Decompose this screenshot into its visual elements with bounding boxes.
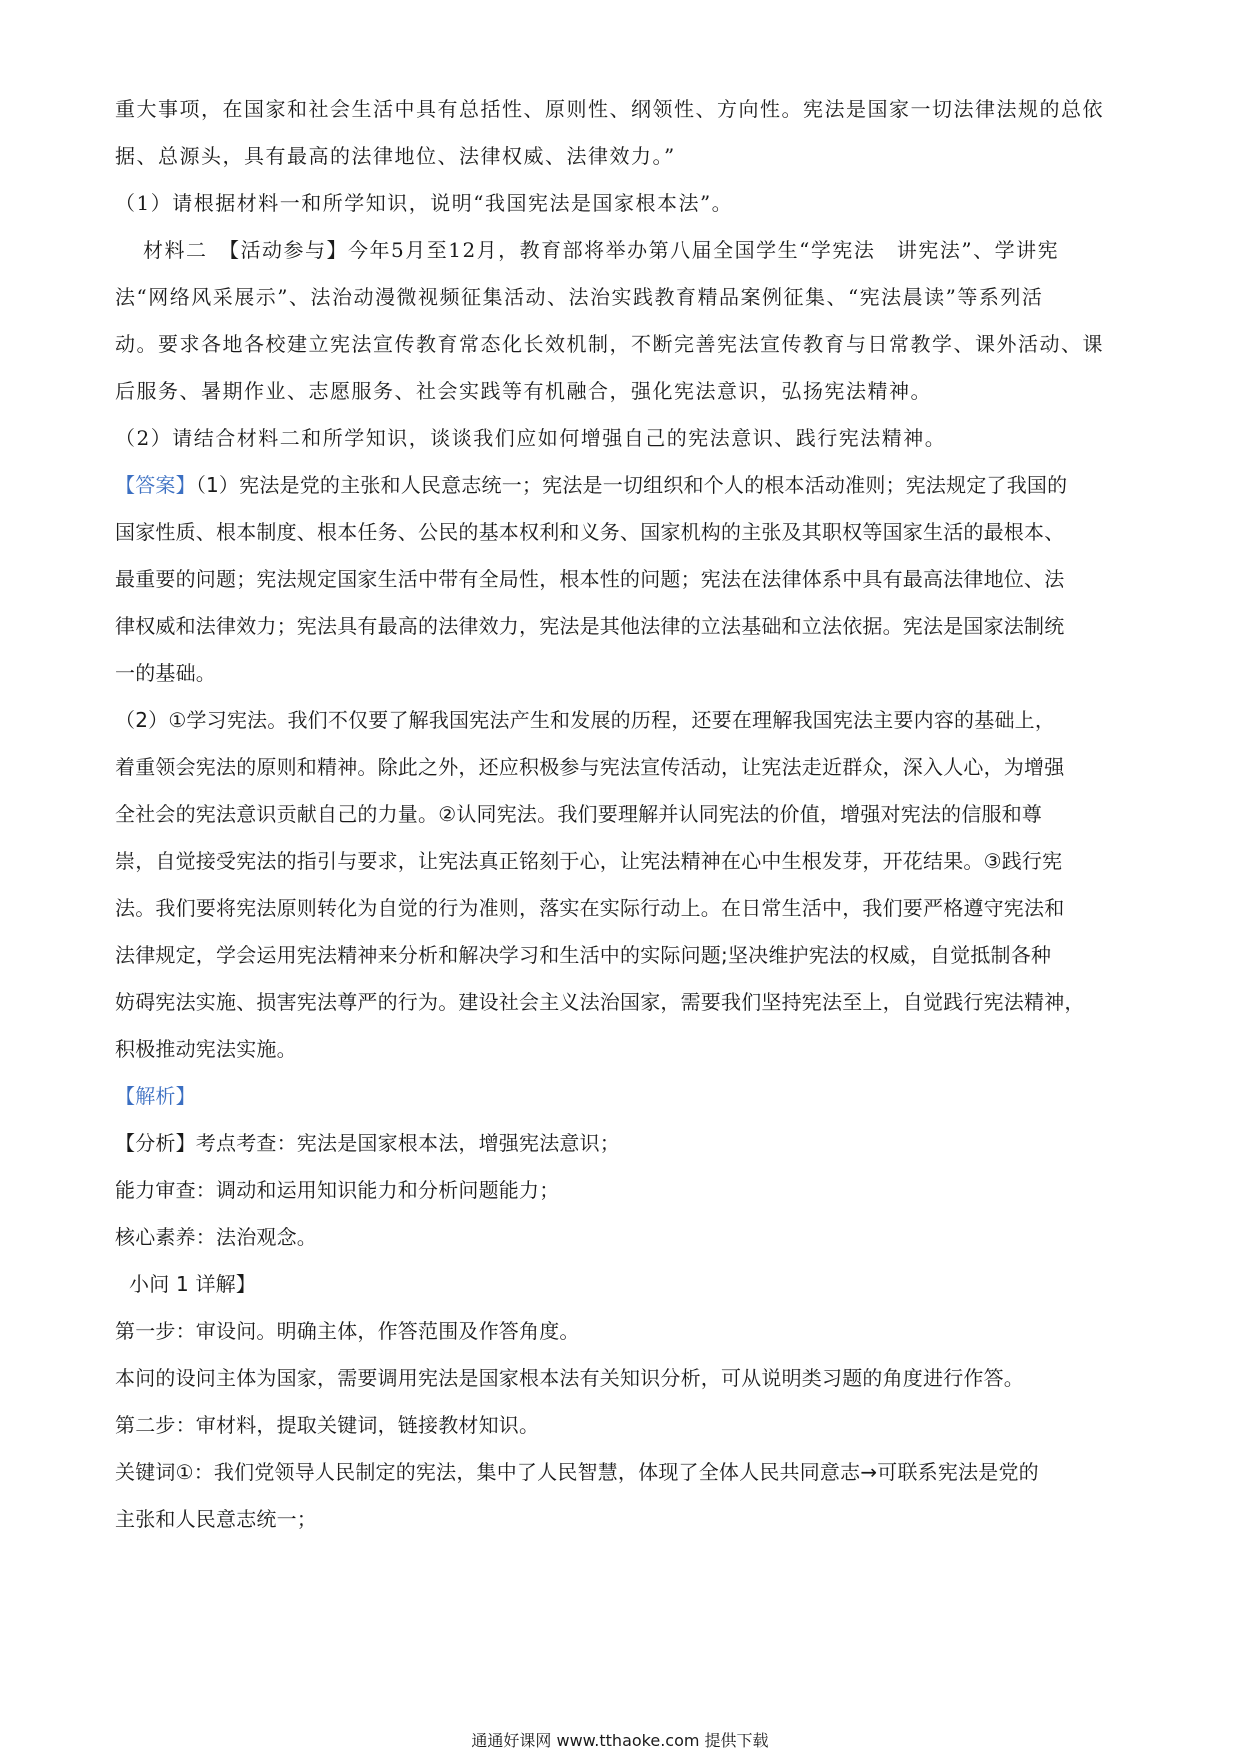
answer-p2-line8: 积极推动宪法实施。 xyxy=(115,1037,297,1061)
analysis-keyword1-line1: 关键词①：我们党领导人民制定的宪法，集中了人民智慧，体现了全体人民共同意志→可联系宪法是党的 xyxy=(115,1460,1039,1484)
question2: （2）请结合材料二和所学知识，谈谈我们应如何增强自己的宪法意识、践行宪法精神。 xyxy=(115,426,947,450)
material1-line1: 重大事项，在国家和社会生活中具有总括性、原则性、纲领性、方向性。宪法是国家一切法律法规的总依 xyxy=(115,97,1104,121)
analysis-literacy: 核心素养：法治观念。 xyxy=(115,1225,317,1249)
answer-p1-line5: 一的基础。 xyxy=(115,661,216,685)
answer-p1-line3: 最重要的问题；宪法规定国家生活中带有全局性，根本性的问题；宪法在法律体系中具有最高法律地位、法 xyxy=(115,567,1065,591)
analysis-step1: 第一步：审设问。明确主体，作答范围及作答角度。 xyxy=(115,1319,580,1343)
analysis-step2: 第二步：审材料，提取关键词，链接教材知识。 xyxy=(115,1413,540,1437)
answer-p2-line2: 着重领会宪法的原则和精神。除此之外，还应积极参与宪法宣传活动，让宪法走近群众，深入人心，为增强 xyxy=(115,755,1065,779)
answer-p1-line2: 国家性质、根本制度、根本任务、公民的基本权利和义务、国家机构的主张及其职权等国家生活的最根本、 xyxy=(115,520,1065,544)
material2-line3: 动。要求各地各校建立宪法宣传教育常态化长效机制，不断完善宪法宣传教育与日常教学、课外活动、课 xyxy=(115,332,1104,356)
answer-p2-line5: 法。我们要将宪法原则转化为自觉的行为准则，落实在实际行动上。在日常生活中，我们要严格遵守宪法和 xyxy=(115,896,1065,920)
material2-line1: 材料二 【活动参与】今年5月至12月，教育部将举办第八届全国学生“学宪法 讲宪法”、学讲宪 xyxy=(143,238,1060,262)
answer-label: 【答案】 xyxy=(115,473,196,497)
analysis-label: 【解析】 xyxy=(115,1084,196,1108)
question1: （1）请根据材料一和所学知识，说明“我国宪法是国家根本法”。 xyxy=(115,191,734,215)
footer-watermark: 通通好课网 www.tthaoke.com 提供下载 xyxy=(471,1731,769,1750)
answer-p2-line4: 崇，自觉接受宪法的指引与要求，让宪法真正铭刻于心，让宪法精神在心中生根发芽，开花结果。③践行宪 xyxy=(115,849,1063,873)
answer-p2-line3: 全社会的宪法意识贡献自己的力量。②认同宪法。我们要理解并认同宪法的价值，增强对宪法的信服和尊 xyxy=(115,802,1043,826)
analysis-ability: 能力审查：调动和运用知识能力和分析问题能力； xyxy=(115,1178,560,1202)
answer-p2-line6: 法律规定，学会运用宪法精神来分析和解决学习和生活中的实际问题;坚决维护宪法的权威，自觉抵制各种 xyxy=(115,943,1052,967)
material2-line2: 法“网络风采展示”、法治动漫微视频征集活动、法治实践教育精品案例征集、“宪法晨读”等系列活 xyxy=(115,285,1044,309)
analysis-step1-detail: 本问的设问主体为国家，需要调用宪法是国家根本法有关知识分析，可从说明类习题的角度进行作答。 xyxy=(115,1366,1024,1390)
analysis-fenxi: 【分析】考点考查：宪法是国家根本法，增强宪法意识； xyxy=(115,1131,620,1155)
material2-line4: 后服务、暑期作业、志愿服务、社会实践等有机融合，强化宪法意识，弘扬宪法精神。 xyxy=(115,379,932,403)
answer-p1-line1-text: （1）宪法是党的主张和人民意志统一；宪法是一切组织和个人的根本活动准则；宪法规定了我国的 xyxy=(195,473,1068,497)
analysis-keyword1-line2: 主张和人民意志统一； xyxy=(115,1507,317,1531)
answer-p2-line7: 妨碍宪法实施、损害宪法尊严的行为。建设社会主义法治国家，需要我们坚持宪法至上，自觉践行宪法精神， xyxy=(115,990,1085,1014)
answer-p2-line1: （2）①学习宪法。我们不仅要了解我国宪法产生和发展的历程，还要在理解我国宪法主要内容的基础上， xyxy=(115,708,1056,732)
answer-p1-line4: 律权威和法律效力；宪法具有最高的法律效力，宪法是其他法律的立法基础和立法依据。宪法是国家法制统 xyxy=(115,614,1065,638)
analysis-subq1: 小问 1 详解】 xyxy=(129,1272,257,1296)
material1-line2: 据、总源头，具有最高的法律地位、法律权威、法律效力。” xyxy=(115,144,676,168)
answer-p1-line1 xyxy=(115,472,1067,498)
